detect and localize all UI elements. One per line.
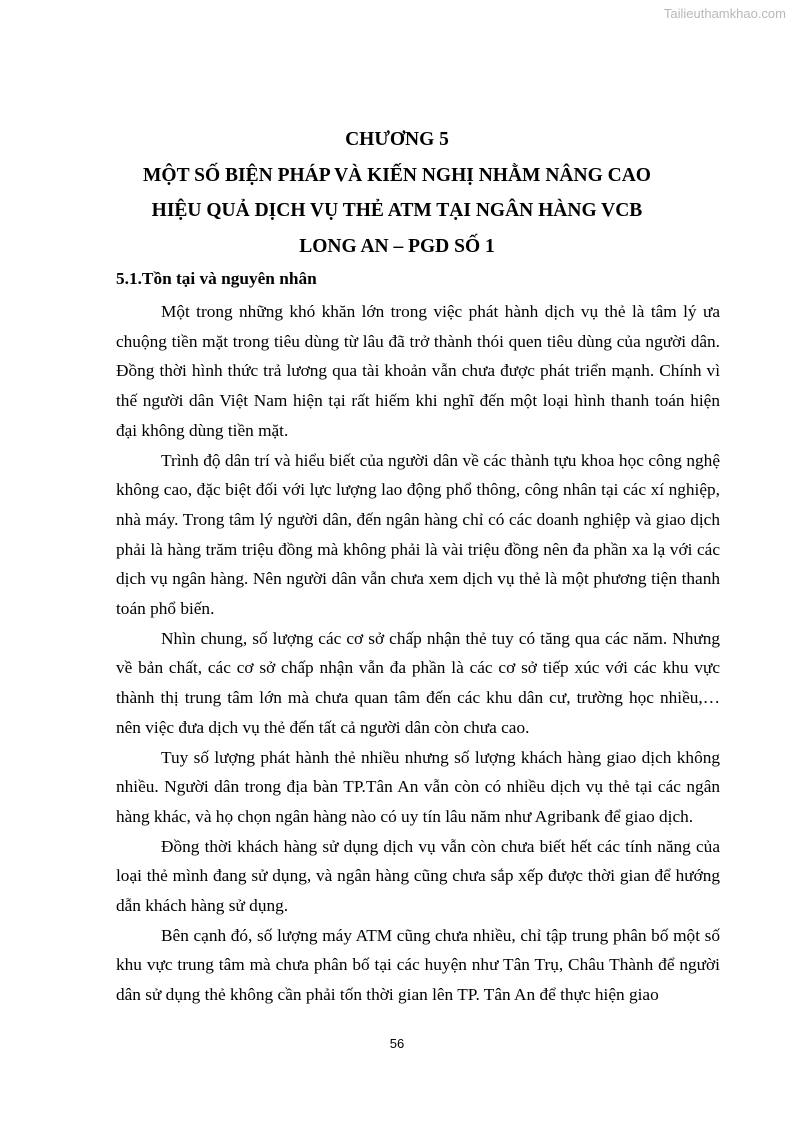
page-number: 56 [389, 1036, 405, 1051]
chapter-title-line-3: LONG AN – PGD SỐ 1 [299, 235, 495, 257]
paragraph: Trình độ dân trí và hiểu biết của người dân về các thành tựu khoa học công nghệ không cao, đặc biệt đối với lực lượng lao động phổ thông, công nhân tại các xí nghiệp, nhà máy. Trong tâm lý người dân, đến ngân hàng chỉ có các doanh nghiệp và giao dịch phải là hàng trăm triệu đồng mà không phải là vài triệu đồng nên đa phần xa lạ với các dịch vụ ngân hàng. Nên người dân vẫn chưa xem dịch vụ thẻ là một phương tiện thanh toán phổ biến. [116, 450, 720, 619]
chapter-title [0, 122, 794, 264]
paragraph: Tuy số lượng phát hành thẻ nhiều nhưng số lượng khách hàng giao dịch không nhiều. Người dân trong địa bàn TP.Tân An vẫn còn có nhiều dịch vụ thẻ tại các ngân hàng khác, và họ chọn ngân hàng nào có uy tín lâu năm như Agribank để giao dịch. [116, 747, 720, 826]
paragraph: Một trong những khó khăn lớn trong việc phát hành dịch vụ thẻ là tâm lý ưa chuộng tiền mặt trong tiêu dùng từ lâu đã trở thành thói quen tiêu dùng của người dân. Đồng thời hình thức trả lương qua tài khoản vẫn chưa được phát triển mạnh. Chính vì thế người dân Việt Nam hiện tại rất hiếm khi nghĩ đến một loại hình thanh toán hiện đại không dùng tiền mặt. [116, 302, 720, 440]
section-heading: 5.1.Tồn tại và nguyên nhân [116, 269, 317, 288]
chapter-title-line-2: HIỆU QUẢ DỊCH VỤ THẺ ATM TẠI NGÂN HÀNG VCB [151, 200, 643, 222]
paragraph: Đồng thời khách hàng sử dụng dịch vụ vẫn còn chưa biết hết các tính năng của loại thẻ mình đang sử dụng, và ngân hàng cũng chưa sắp xếp được thời gian để hướng dẫn khách hàng sử dụng. [116, 836, 720, 916]
chapter-title-line-1: MỘT SỐ BIỆN PHÁP VÀ KIẾN NGHỊ NHẰM NÂNG CAO [143, 164, 651, 186]
watermark-text: Tailieuthamkhao.com [663, 6, 786, 21]
section-body [116, 297, 720, 1010]
paragraph: Bên cạnh đó, số lượng máy ATM cũng chưa nhiều, chỉ tập trung phân bố một số khu vực trung tâm mà chưa phân bố tại các huyện như Tân Trụ, Châu Thành để người dân sử dụng thẻ không cần phải tốn thời gian lên TP. Tân An để thực hiện giao [116, 925, 720, 1005]
chapter-number: CHƯƠNG 5 [345, 129, 449, 150]
paragraph: Nhìn chung, số lượng các cơ sở chấp nhận thẻ tuy có tăng qua các năm. Nhưng về bản chất, các cơ sở chấp nhận vẫn đa phần là các cơ sở tiếp xúc với các khu vực thành thị trung tâm lớn mà chưa quan tâm đến các khu dân cư, trường học nhiều,… nên việc đưa dịch vụ thẻ đến tất cả người dân còn chưa cao. [116, 628, 720, 737]
